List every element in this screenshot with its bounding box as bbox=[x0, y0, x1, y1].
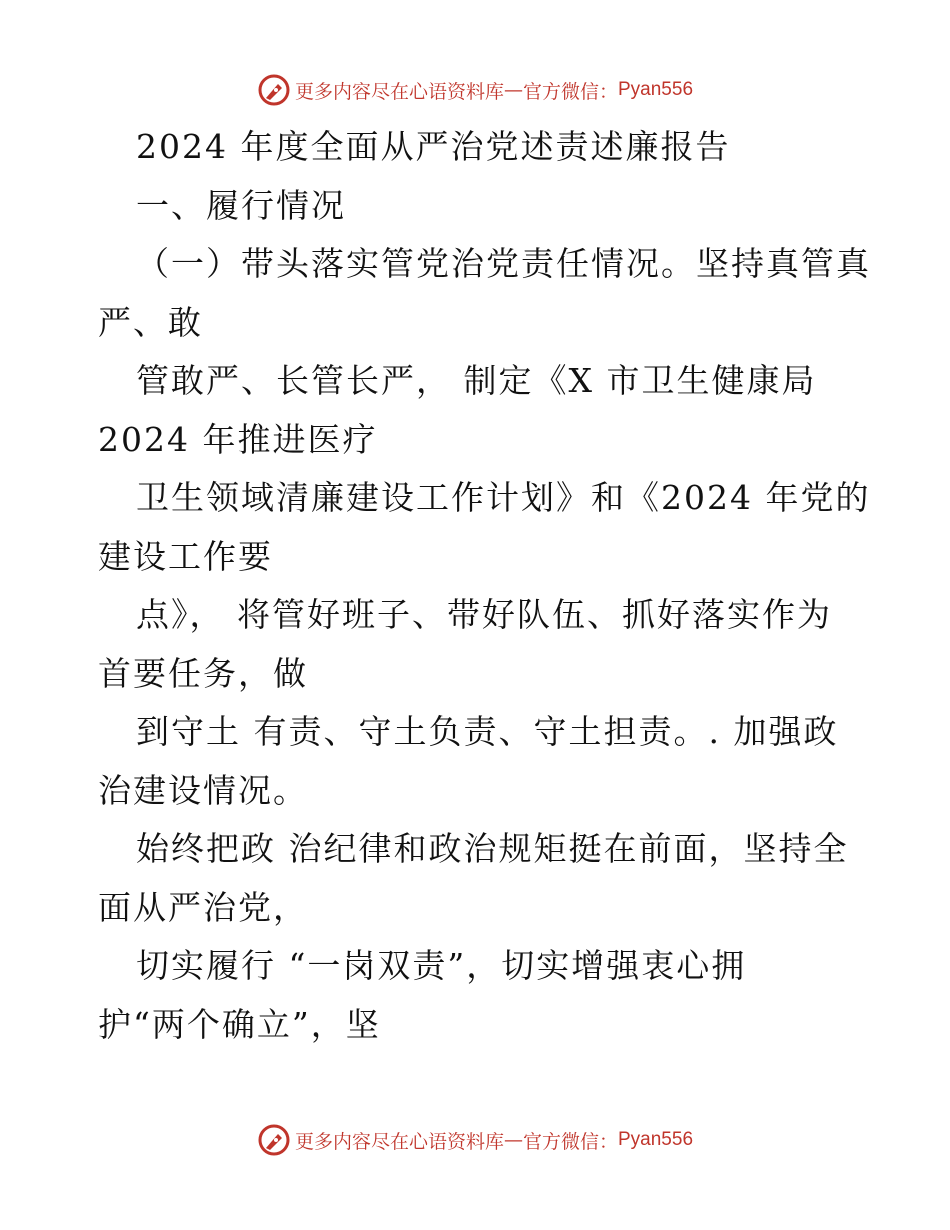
watermark-id: Pyan556 bbox=[618, 79, 694, 100]
paragraph-line: 卫生领域清廉建设工作计划》和《2024 年党的 bbox=[136, 478, 871, 517]
pen-nib-circle-icon bbox=[257, 73, 291, 107]
paragraph-line: 点》， 将管好班子、带好队伍、抓好落实作为 bbox=[136, 595, 832, 634]
section-heading: 一、履行情况 bbox=[136, 185, 346, 225]
watermark-label: 官方微信： bbox=[522, 80, 618, 103]
paragraph-line: 护“两个确立”，坚 bbox=[98, 1004, 381, 1044]
paragraph-line: 治建设情况。 bbox=[98, 770, 308, 810]
paragraph-line: 严、敢 bbox=[98, 302, 203, 342]
footer-watermark bbox=[0, 1120, 950, 1160]
paragraph-line: 2024 年推进医疗 bbox=[98, 419, 378, 459]
paragraph-line: 首要任务，做 bbox=[98, 653, 308, 693]
doc-title: 2024 年度全面从严治党述责述廉报告 bbox=[136, 127, 731, 166]
watermark-label: 官方微信： bbox=[522, 1130, 618, 1153]
paragraph-line: 始终把政 治纪律和政治规矩挺在前面，坚持全 bbox=[136, 829, 849, 868]
watermark-separator: — bbox=[503, 1129, 523, 1151]
watermark-separator: — bbox=[503, 79, 523, 101]
paragraph-line: 到守土 有责、守土负责、守土担责。. 加强政 bbox=[136, 712, 839, 751]
watermark-text: 更多内容尽在心语资料库 bbox=[294, 80, 504, 103]
watermark-text: 更多内容尽在心语资料库 bbox=[294, 1130, 504, 1153]
paragraph-line: 切实履行 “一岗双责”，切实增强衷心拥 bbox=[136, 946, 747, 985]
watermark-id: Pyan556 bbox=[618, 1129, 694, 1150]
paragraph-line: （一）带头落实管党治党责任情况。坚持真管真 bbox=[136, 244, 871, 283]
paragraph-line: 建设工作要 bbox=[98, 536, 273, 576]
pen-nib-circle-icon bbox=[257, 1123, 291, 1157]
header-watermark bbox=[0, 70, 950, 110]
document-body bbox=[98, 118, 871, 1054]
paragraph-line: 面从严治党， bbox=[98, 887, 308, 927]
paragraph-line: 管敢严、长管长严， 制定《X 市卫生健康局 bbox=[136, 361, 817, 400]
